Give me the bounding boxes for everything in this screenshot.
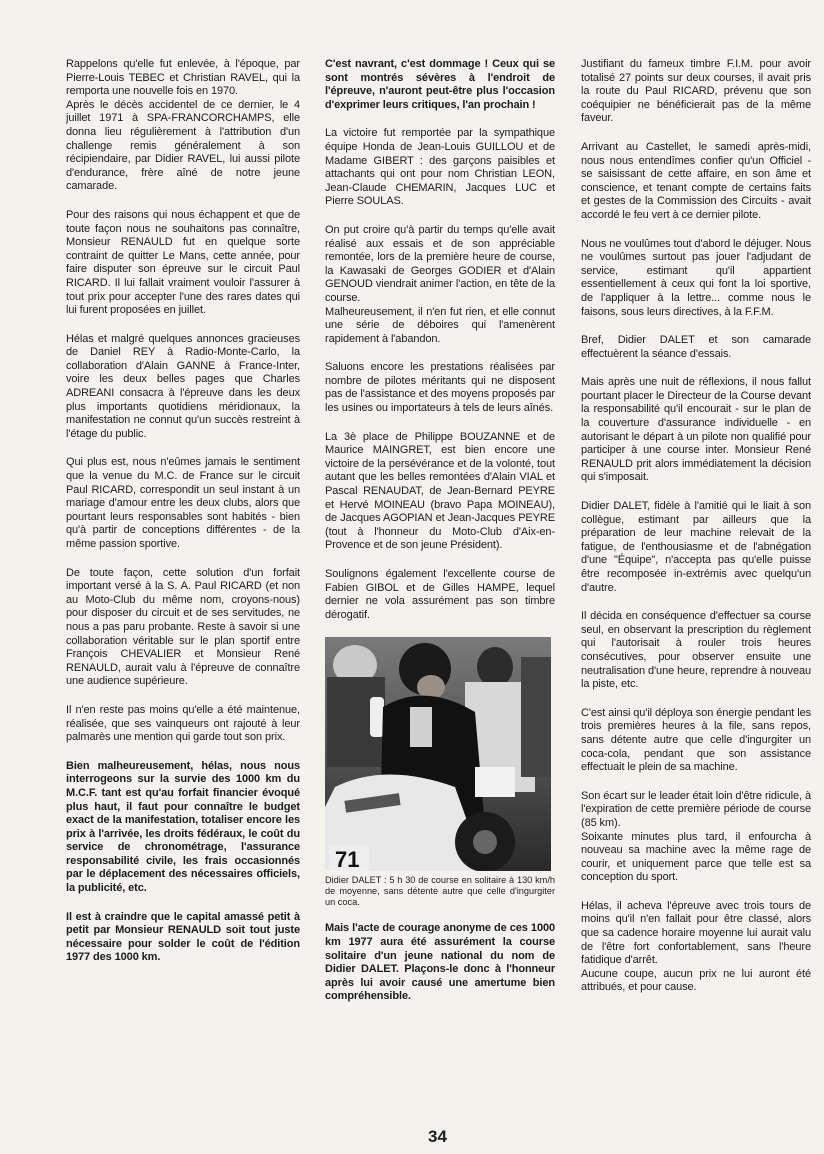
paragraph: Didier DALET, fidèle à l'amitié qui le liait à son collègue, estimant par ailleurs que la préparation de leur machine relevait de la fatigue, de l'enthousiasme et de l'abnégation d'une "Équipe", n'accepta pas qu'elle puisse être recomposée in-extrémis avec quelqu'un d'autre. xyxy=(581,500,811,594)
paragraph: Il décida en conséquence d'effectuer sa course seul, en observant la prescription du règlement qui l'autorisait à rouler trois heures consécutives, pour observer ensuite une neutralisation d'une heure, reprendre à nouveau la piste, etc. xyxy=(581,610,811,691)
rider-drinking-photo xyxy=(325,637,551,871)
paragraph: Bref, Didier DALET et son camarade effectuèrent la séance d'essais. xyxy=(581,334,811,360)
paragraph: Justifiant du fameux timbre F.I.M. pour avoir totalisé 27 points sur deux courses, il avait pris la route du Paul RICARD, prévenu que son coéquipier ne bénéficierait pas de la même faveur. xyxy=(581,58,811,125)
page-number: 34 xyxy=(428,1127,447,1146)
paragraph: Hélas et malgré quelques annonces gracieuses de Daniel REY à Radio-Monte-Carlo, la collaboration d'Alain GANNE à France-Inter, voire les deux belles pages que Charles ADREANI consacra à l'épreuve dans les deux plus importants quotidiens méridionaux, la manifestation ne connut qu'un succès restreint à l'étage du public. xyxy=(66,332,300,440)
paragraph: C'est ainsi qu'il déploya son énergie pendant les trois premières heures à la file, sans repos, sans détente autre que celle d'ingurgiter un coca-cola, pendant que son assistance effectuait le plein de sa machine. xyxy=(581,706,811,774)
paragraph: Malheureusement, il n'en fut rien, et elle connut une série de déboires qui l'amenèrent rapidement à l'abandon. xyxy=(325,305,555,345)
article-column-2 xyxy=(325,58,555,1019)
paragraph: C'est navrant, c'est dommage ! Ceux qui se sont montrés sévères à l'endroit de l'épreuve, n'auront peut-être plus l'occasion d'exprimer leurs critiques, l'an prochain ! xyxy=(325,58,555,111)
paragraph: La 3è place de Philippe BOUZANNE et de Maurice MAINGRET, est bien encore une victoire de la persévérance et de la volonté, tout autant que les belles remontées d'Alain VIAL et Pascal RENAUDAT, de Jean-Bernard PEYRE et Hervé MOINEAU (bravo Papa MOINEAU), de Jacques AGOPIAN et Jean-Jacques PEYRE (tout à l'honneur du Moto-Club d'Aix-en-Provence et de son jeune Président). xyxy=(325,430,555,552)
paragraph: Il est à craindre que le capital amassé petit à petit par Monsieur RENAULD soit tout juste nécessaire pour solder le coût de l'édition 1977 des 1000 km. xyxy=(66,910,300,964)
paragraph: Arrivant au Castellet, le samedi après-midi, nous nous entendîmes confier qu'un Officiel - se saisissant de cette affaire, en son âme et conscience, et tenant compte de certains faits et gestes de la Commission des Circuits - avait accordé le feu vert à ce dernier pilote. xyxy=(581,140,811,221)
paragraph: Bien malheureusement, hélas, nous nous interrogeons sur la survie des 1000 km du M.C.F. tant est qu'au forfait financier évoqué plus haut, il faut pour connaître le budget exact de la manifestation, totaliser encore les prix à l'arrivée, les droits fédéraux, le coût du service de chronométrage, l'assurance responsabilité civile, les frais occasionnés par le déplacement des nécessaires officiels, la publicité, etc. xyxy=(66,759,300,895)
paragraph: Après le décès accidentel de ce dernier, le 4 juillet 1971 à SPA-FRANCORCHAMPS, elle donna lieu régulièrement à l'attribution d'un challenge remis généralement à son récipiendaire, par Didier RAVEL, lui aussi pilote d'endurance, frère aîné de notre jeune camarade. xyxy=(66,98,300,193)
paragraph: Mais après une nuit de réflexions, il nous fallut pourtant placer le Directeur de la Course devant la responsabilité qu'il encourait - sur le plan de la couverture d'assurance individuelle - en autorisant le départ à un pilote non qualifié pour participer à une course inter. Monsieur René RENAULD prit alors immédiatement la décision qui s'imposait. xyxy=(581,376,811,484)
paragraph: On put croire qu'à partir du temps qu'elle avait réalisé aux essais et de son appréciable remontée, lors de la première heure de course, la Kawasaki de Georges GODIER et d'Alain GENOUD viendrait animer l'action, en tête de la course. xyxy=(325,223,555,304)
race-photo xyxy=(325,637,551,871)
paragraph: Nous ne voulûmes tout d'abord le déjuger. Nous ne voulûmes surtout pas jouer l'adjudant de service, estimant qu'il appartient essentiellement à ceux qui font la loi sportive, de l'appliquer à la lettre... comme nous le faisons, sous leurs directives, à la F.F.M. xyxy=(581,237,811,318)
paragraph: Soulignons également l'excellente course de Fabien GIBOL et de Gilles HAMPE, lequel dernier ne vola assurément pas son timbre dérogatif. xyxy=(325,568,555,621)
paragraph: De toute façon, cette solution d'un forfait important versé à la S. A. Paul RICARD (et non au Moto-Club du même nom, croyons-nous) pour disposer du circuit et de ses servitudes, ne nous a pas paru probante. Reste à savoir si une collaboration véritable sur le plan sportif entre François CHEVALIER et Monsieur René RENAULD, aurait valu à l'épreuve de connaître une audience supérieure. xyxy=(66,566,300,688)
number-plate: 71 xyxy=(335,847,360,872)
article-column-3 xyxy=(581,58,811,1010)
paragraph: Mais l'acte de courage anonyme de ces 1000 km 1977 aura été assurément la course solitaire d'un jeune national du nom de Didier DALET. Plaçons-le donc à l'honneur après lui avoir causé une amertume bien compréhensible. xyxy=(325,922,555,1003)
paragraph: Soixante minutes plus tard, il enfourcha à nouveau sa machine avec la même rage de courir, et uniquement parce que telle est sa conception du sport. xyxy=(581,830,811,884)
paragraph: Pour des raisons qui nous échappent et que de toute façon nous ne souhaitons pas connaître, Monsieur RENAULD fut en quelque sorte contraint de quitter Le Mans, cette année, pour faire disputer son épreuve sur le circuit Paul RICARD. Il lui fallait vraiment vouloir l'assurer à tout prix pour accepter l'une des rares dates qui lui furent proposées en juillet. xyxy=(66,208,300,317)
photo-caption: Didier DALET : 5 h 30 de course en solitaire à 130 km/h de moyenne, sans détente autre que celle d'ingurgiter un coca. xyxy=(325,875,555,908)
paragraph: Hélas, il acheva l'épreuve avec trois tours de moins qu'il n'en fallait pour être classé, alors que sa cadence horaire moyenne lui aurait valu de l'être fort confortablement, sans l'heure fatidique d'arrêt. xyxy=(581,899,811,967)
paragraph: Aucune coupe, aucun prix ne lui auront été attribués, et pour cause. xyxy=(581,967,811,994)
article-column-1 xyxy=(66,58,300,980)
paragraph: Qui plus est, nous n'eûmes jamais le sentiment que la venue du M.C. de France sur le circuit Paul RICARD, correspondit un seul instant à un mariage d'amour entre les deux clubs, alors que pourtant leurs responsables sont habités - bien qu'à partir de conceptions différentes - de la même passion sportive. xyxy=(66,456,300,550)
paragraph: Saluons encore les prestations réalisées par nombre de pilotes méritants qui ne disposent pas de l'assistance et des moyens proposés par les usines ou importateurs à tels de leurs aînés. xyxy=(325,361,555,415)
paragraph: Son écart sur le leader était loin d'être ridicule, à l'expiration de cette première période de course (85 km). xyxy=(581,789,811,829)
paragraph: Il n'en reste pas moins qu'elle a été maintenue, réalisée, que ses vainqueurs ont rajouté à leur palmarès une mention qui garde tout son prix. xyxy=(66,703,300,744)
paragraph: La victoire fut remportée par la sympathique équipe Honda de Jean-Louis GUILLOU et de Madame GIBERT : des garçons paisibles et attachants qui ont pour nom Christian LEON, Jean-Claude CHEMARIN, Jacques LUC et Pierre SOULAS. xyxy=(325,127,555,208)
paragraph: Rappelons qu'elle fut enlevée, à l'époque, par Pierre-Louis TEBEC et Christian RAVEL, qui la remporta une nouvelle fois en 1970. xyxy=(66,58,300,98)
